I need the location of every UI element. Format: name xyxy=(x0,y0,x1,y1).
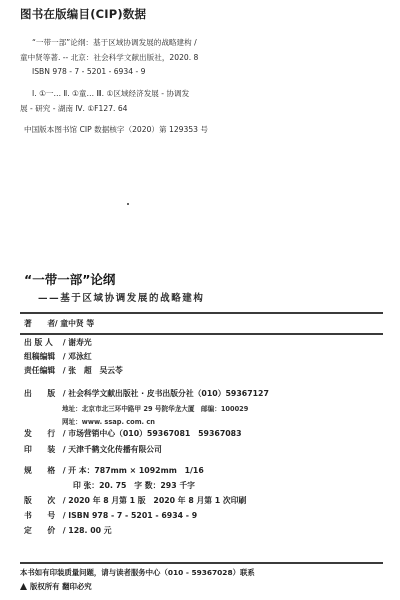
distribution-value: / 市场营销中心（010）59367081 59367083 xyxy=(62,429,242,438)
divider-rule xyxy=(20,562,383,564)
publisher-website: 网址：www. ssap. com. cn xyxy=(62,418,155,426)
spec-value: / ISBN 978 - 7 - 5201 - 6934 - 9 xyxy=(62,511,198,520)
staff-row xyxy=(24,365,123,376)
author-label: 著 者 xyxy=(24,319,56,328)
cip-header: 图书在版编目(CIP)数据 xyxy=(20,7,147,21)
publisher-row xyxy=(24,388,269,399)
staff-value: / 邓泳红 xyxy=(62,352,92,361)
spec-label: 书 号 xyxy=(24,511,56,520)
divider-rule xyxy=(20,312,383,314)
publisher-label: 出 版 xyxy=(24,389,56,398)
spec-value: 印 张：20. 75 字 数：293 千字 xyxy=(73,481,195,490)
author-value: / 童中贤 等 xyxy=(54,319,95,328)
staff-label: 组稿编辑 xyxy=(24,352,56,361)
spec-value: / 开 本：787mm × 1092mm 1/16 xyxy=(62,466,204,475)
spec-value: / 128. 00 元 xyxy=(62,526,112,535)
staff-label: 出 版 人 xyxy=(24,338,53,347)
author-row xyxy=(24,318,94,329)
staff-value: / 张 超 吴云苓 xyxy=(62,366,123,375)
staff-row xyxy=(24,351,92,362)
cip-classification-cont: 展 - 研究 - 湖南 Ⅳ. ①F127. 64 xyxy=(20,104,128,113)
cip-title-line: “一带一部”论纲：基于区域协调发展的战略建构 / xyxy=(32,38,197,47)
distribution-row xyxy=(24,428,242,439)
copyright-line xyxy=(20,581,92,592)
distribution-label: 发 行 xyxy=(24,429,56,438)
spec-row xyxy=(24,495,246,506)
spec-label: 定 价 xyxy=(24,526,56,535)
printer-label: 印 装 xyxy=(24,445,56,454)
printer-value: / 天津千鹤文化传播有限公司 xyxy=(62,445,162,454)
cip-classification-line: Ⅰ. ①一… Ⅱ. ①童… Ⅲ. ①区域经济发展 - 协调发 xyxy=(32,89,190,98)
staff-label: 责任编辑 xyxy=(24,366,56,375)
publisher-value: / 社会科学文献出版社 · 皮书出版分社（010）59367127 xyxy=(62,389,269,398)
spec-row xyxy=(73,480,195,491)
triangle-icon xyxy=(20,583,27,590)
spec-value: / 2020 年 8 月第 1 版 2020 年 8 月第 1 次印刷 xyxy=(62,496,247,505)
spec-row xyxy=(24,465,204,476)
spec-row xyxy=(24,525,112,536)
book-subtitle: ——基于区域协调发展的战略建构 xyxy=(38,293,205,304)
spec-label: 版 次 xyxy=(24,496,56,505)
staff-value: / 谢寿光 xyxy=(62,338,92,347)
copyright-text: 版权所有 翻印必究 xyxy=(30,582,92,591)
staff-row xyxy=(24,337,92,348)
cip-isbn-line: ISBN 978 - 7 - 5201 - 6934 - 9 xyxy=(32,67,146,76)
spec-label: 规 格 xyxy=(24,466,56,475)
publisher-address: 地址：北京市北三环中路甲 29 号院华龙大厦 邮编：100029 xyxy=(62,405,249,413)
spec-row xyxy=(24,510,197,521)
divider-rule xyxy=(20,333,383,335)
book-title: “一带一部”论纲 xyxy=(24,272,116,287)
cip-approval-number: 中国版本图书馆 CIP 数据核字（2020）第 129353 号 xyxy=(24,125,208,134)
cip-author-line: 童中贤等著. -- 北京：社会科学文献出版社，2020. 8 xyxy=(20,53,199,62)
quality-notice: 本书如有印装质量问题，请与读者服务中心（010 - 59367028）联系 xyxy=(20,568,255,577)
stray-dot xyxy=(127,203,129,205)
printer-row xyxy=(24,444,162,455)
